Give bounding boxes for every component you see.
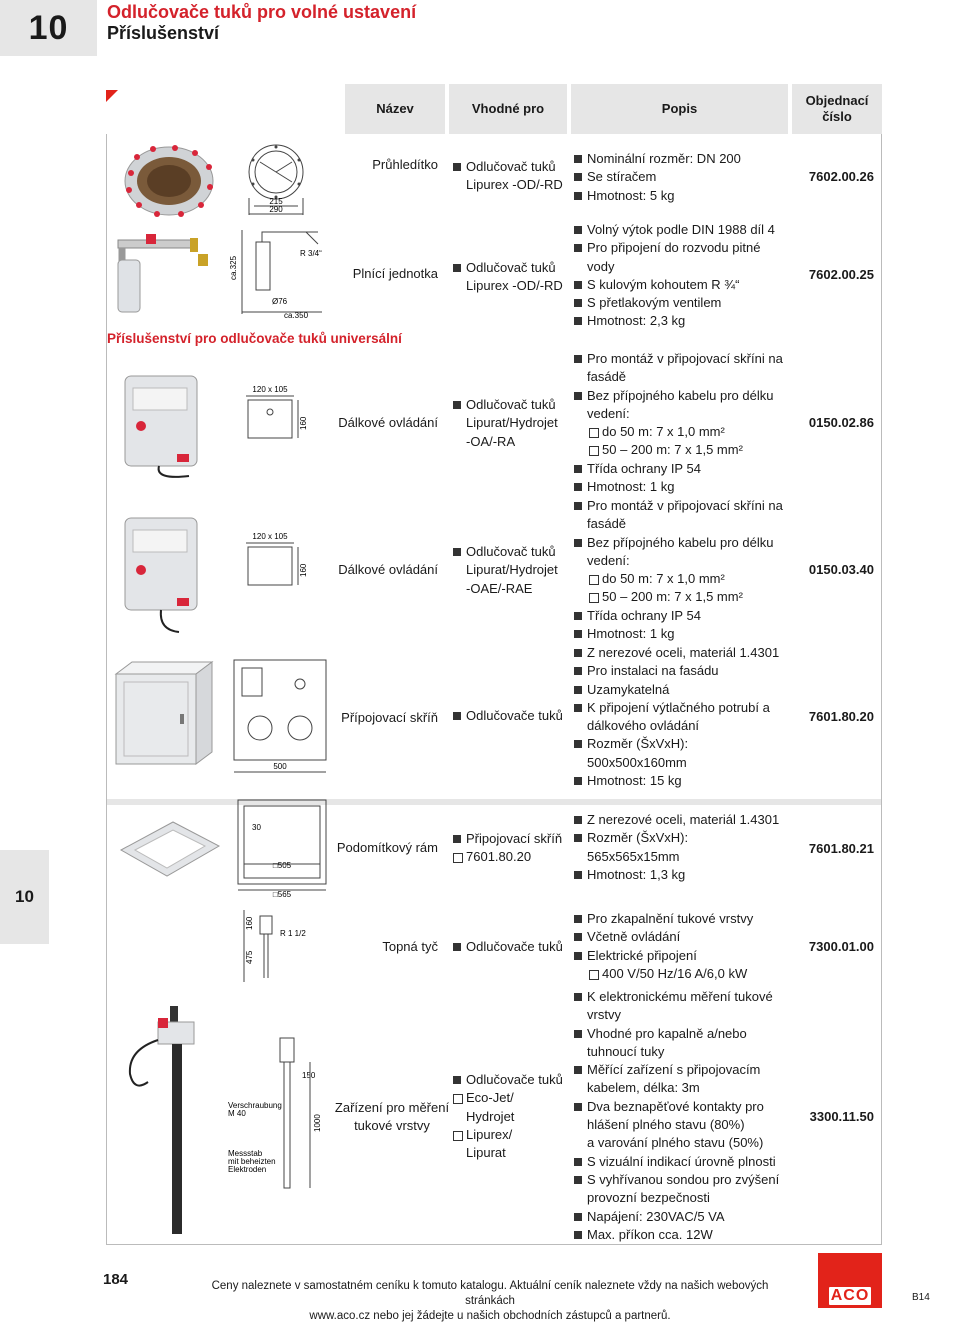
description-line: vrstvy — [587, 1007, 621, 1023]
dim-475: 475 — [245, 950, 254, 964]
description-line: do 50 m: 7 x 1,0 mm² — [574, 570, 794, 588]
suitable-item: Odlučovač tuků — [453, 543, 571, 561]
product-name: Dálkové ovládání — [338, 562, 438, 577]
label-verschraubung: Verschraubung — [228, 1101, 282, 1110]
suitable-item: Lipurat/Hydrojet — [466, 415, 558, 431]
remote-control-photo — [119, 372, 207, 482]
order-number: 3300.11.50 — [809, 1109, 874, 1124]
order-number: 7602.00.26 — [808, 169, 874, 184]
order-number: 7601.80.20 — [808, 709, 874, 724]
description-line: Elektrické připojení — [574, 947, 794, 965]
measuring-device-drawing — [228, 1032, 328, 1192]
suitable-item: Odlučovač tuků — [453, 396, 571, 414]
column-header-name: Název — [345, 84, 445, 134]
description-line: Uzamykatelná — [574, 681, 794, 699]
catalog-code: B14 — [912, 1292, 930, 1303]
suitable-item: Lipurat/Hydrojet — [466, 562, 558, 578]
description-line: tuhnoucí tuky — [587, 1043, 665, 1059]
recessed-frame-drawing — [232, 794, 342, 902]
description-line: Se stíračem — [574, 168, 794, 186]
description-line: 50 – 200 m: 7 x 1,5 mm² — [574, 441, 794, 459]
heating-rod-drawing — [240, 906, 320, 986]
table-separator — [107, 799, 881, 805]
title-line-1: Odlučovače tuků pro volné ustavení — [107, 2, 417, 22]
description-line: Z nerezové oceli, materiál 1.4301 — [574, 811, 794, 829]
product-name: Přípojovací skříň — [341, 710, 438, 725]
description-line: Z nerezové oceli, materiál 1.4301 — [574, 644, 794, 662]
suitable-item: Odlučovač tuků — [453, 158, 571, 176]
label-elektroden: Elektroden — [228, 1165, 267, 1174]
corner-marker — [106, 90, 118, 102]
suitable-item: Lipurex -OD/-RD — [466, 278, 563, 294]
description-line: vedení: — [587, 552, 630, 568]
description-line: Nominální rozměr: DN 200 — [574, 150, 794, 168]
column-header-suitable: Vhodné pro — [449, 84, 567, 134]
suitable-for — [453, 158, 571, 195]
aco-logo-text: ACO — [830, 1287, 870, 1304]
description-line: fasádě — [587, 369, 627, 385]
order-number: 7602.00.25 — [808, 267, 874, 282]
order-number: 7601.80.21 — [808, 841, 874, 856]
suitable-for — [453, 707, 571, 725]
description-line: Pro instalaci na fasádu — [574, 662, 794, 680]
description-line: Třída ochrany IP 54 — [574, 607, 794, 625]
footer-note — [190, 1279, 790, 1324]
description-line: Pro montáž v připojovací skříni na — [574, 497, 794, 515]
suitable-item: Odlučovače tuků — [453, 938, 571, 956]
dim-o76: Ø76 — [272, 297, 288, 306]
filling-unit-photo — [114, 226, 214, 318]
chapter-number: 10 — [0, 0, 97, 56]
dim-160: 160 — [299, 416, 308, 430]
product-name: Průhledítko — [372, 157, 438, 172]
description-line: a varování plného stavu (50%) — [587, 1135, 764, 1151]
description — [574, 497, 794, 643]
description-line: Hmotnost: 5 kg — [574, 187, 794, 205]
suitable-for — [453, 830, 571, 867]
description-line: provozní bezpečnosti — [587, 1190, 710, 1206]
description-line: Pro zkapalnění tukové vrstvy — [574, 910, 794, 928]
dim-290: 290 — [269, 205, 283, 214]
suitable-item: Lipurex -OD/-RD — [466, 177, 563, 193]
description-line: Bez přípojného kabelu pro délku — [574, 387, 794, 405]
title-line-2: Příslušenství — [107, 23, 220, 43]
filling-unit-drawing — [222, 224, 330, 320]
suitable-item: Hydrojet — [466, 1108, 515, 1124]
description-line: Dva beznapěťové kontakty pro — [574, 1098, 794, 1116]
suitable-for — [453, 938, 571, 956]
product-name: Dálkové ovládání — [338, 415, 438, 430]
suitable-item: Lipurex/ — [453, 1126, 571, 1144]
side-chapter-tab: 10 — [0, 850, 49, 944]
description — [574, 150, 794, 205]
column-header-desc: Popis — [571, 84, 788, 134]
dim-r112: R 1 1/2 — [280, 929, 306, 938]
description-line: Hmotnost: 1,3 kg — [574, 866, 794, 884]
description-line: K elektronickému měření tukové — [574, 988, 794, 1006]
suitable-item: Lipurat — [466, 1145, 506, 1161]
description-line: S přetlakovým ventilem — [574, 294, 794, 312]
suitable-item: -OA/-RA — [466, 433, 516, 449]
order-number: 7300.01.00 — [808, 939, 874, 954]
description-line: Hmotnost: 1 kg — [574, 625, 794, 643]
dim-500: 500 — [273, 762, 287, 771]
connection-cabinet-photo — [114, 658, 214, 768]
dim-325: ca.325 — [229, 255, 238, 280]
description-line: K připojení výtlačného potrubí a — [574, 699, 794, 717]
description-line: S vyhřívanou sondou pro zvýšení — [574, 1171, 794, 1189]
dim-350: ca.350 — [284, 311, 309, 320]
description-line: vody — [587, 258, 615, 274]
dim-120x105-b: 120 x 105 — [252, 532, 288, 541]
suitable-item: Odlučovače tuků — [453, 707, 571, 725]
dim-30: 30 — [252, 823, 261, 832]
footer-line-1: Ceny naleznete v samostatném ceníku k tomuto katalogu. Aktuální ceník naleznete vždy na našich webových stránkách — [211, 1280, 769, 1307]
description-line: Včetně ovládání — [574, 928, 794, 946]
suitable-for — [453, 1071, 571, 1162]
description-line: fasádě — [587, 516, 627, 532]
description-line: Volný výtok podle DIN 1988 díl 4 — [574, 221, 794, 239]
description-line: Rozměr (ŠxVxH): — [574, 829, 794, 847]
remote-control-drawing-2 — [240, 527, 308, 589]
dim-505: □505 — [272, 861, 292, 870]
description-line: dálkového ovládání — [587, 718, 700, 734]
connection-cabinet-drawing — [230, 656, 330, 776]
description-line: kabelem, délka: 3m — [587, 1080, 700, 1096]
description-line: Bez přípojného kabelu pro délku — [574, 534, 794, 552]
description-line: S vizuální indikací úrovně plnosti — [574, 1153, 794, 1171]
description-line: 400 V/50 Hz/16 A/6,0 kW — [574, 965, 794, 983]
description — [574, 221, 794, 331]
description-line: do 50 m: 7 x 1,0 mm² — [574, 423, 794, 441]
remote-control-photo-2 — [119, 514, 207, 634]
dim-150: 150 — [302, 1071, 316, 1080]
product-name: Topná tyč — [382, 939, 438, 954]
product-name: Zařízení pro měření tukové vrstvy — [334, 1100, 450, 1134]
description — [574, 350, 794, 496]
dim-565: □565 — [272, 890, 292, 899]
description — [574, 910, 794, 983]
suitable-item: Připojovací skříň — [453, 830, 571, 848]
label-beheizten: mit beheizten — [228, 1157, 276, 1166]
description — [574, 988, 794, 1244]
dim-r34: R 3/4“ — [300, 249, 322, 258]
column-header-order: Objednací číslo — [792, 84, 882, 134]
remote-control-drawing — [240, 380, 308, 442]
suitable-item: Eco-Jet/ — [453, 1089, 571, 1107]
description-line: Max. příkon cca. 12W — [574, 1226, 794, 1244]
dim-160-c: 160 — [245, 916, 254, 930]
description — [574, 811, 794, 884]
description-line: Třída ochrany IP 54 — [574, 460, 794, 478]
dim-160-b: 160 — [299, 563, 308, 577]
product-name: Plnící jednotka — [352, 266, 438, 281]
description-line: Hmotnost: 2,3 kg — [574, 312, 794, 330]
description-line: Hmotnost: 15 kg — [574, 772, 794, 790]
description-line: 500x500x160mm — [587, 754, 687, 770]
product-name: Podomítkový rám — [336, 840, 438, 855]
description-line: Pro montáž v připojovací skříni na — [574, 350, 794, 368]
recessed-frame-photo — [117, 814, 223, 884]
suitable-item: -OAE/-RAE — [466, 580, 533, 596]
description-line: hlášení plného stavu (80%) — [587, 1117, 745, 1133]
suitable-for — [453, 259, 571, 296]
order-number: 0150.02.86 — [808, 415, 874, 430]
description-line: S kulovým kohoutem R ¾“ — [574, 276, 794, 294]
measuring-device-photo — [118, 1000, 218, 1240]
description-line: Pro připojení do rozvodu pitné — [574, 239, 794, 257]
page-number: 184 — [103, 1271, 129, 1288]
suitable-item: 7601.80.20 — [453, 848, 571, 866]
suitable-item: Odlučovače tuků — [453, 1071, 571, 1089]
description-line: Hmotnost: 1 kg — [574, 478, 794, 496]
dim-215: 215 — [269, 197, 283, 206]
aco-logo — [818, 1253, 882, 1308]
suitable-for — [453, 543, 571, 598]
inspection-window-drawing — [238, 140, 328, 216]
description-line: Napájení: 230VAC/5 VA — [574, 1208, 794, 1226]
description-line: vedení: — [587, 405, 630, 421]
suitable-item: Odlučovač tuků — [453, 259, 571, 277]
description-line: 50 – 200 m: 7 x 1,5 mm² — [574, 588, 794, 606]
label-messstab: Messstab — [228, 1149, 263, 1158]
description-line: Měřící zařízení s připojovacím — [574, 1061, 794, 1079]
suitable-for — [453, 396, 571, 451]
dim-1000: 1000 — [313, 1114, 322, 1132]
description-line: 565x565x15mm — [587, 848, 680, 864]
description — [574, 644, 794, 790]
description-line: Rozměr (ŠxVxH): — [574, 735, 794, 753]
page-title — [107, 2, 416, 44]
label-m40: M 40 — [228, 1109, 246, 1118]
dim-120x105: 120 x 105 — [252, 385, 288, 394]
order-number: 0150.03.40 — [808, 562, 874, 577]
inspection-window-photo — [117, 143, 217, 219]
description-line: Vhodné pro kapalně a/nebo — [574, 1025, 794, 1043]
footer-line-2: www.aco.cz nebo jej žádejte u našich obchodních zástupců a partnerů. — [309, 1310, 671, 1322]
section-title: Příslušenství pro odlučovače tuků universální — [107, 331, 408, 346]
